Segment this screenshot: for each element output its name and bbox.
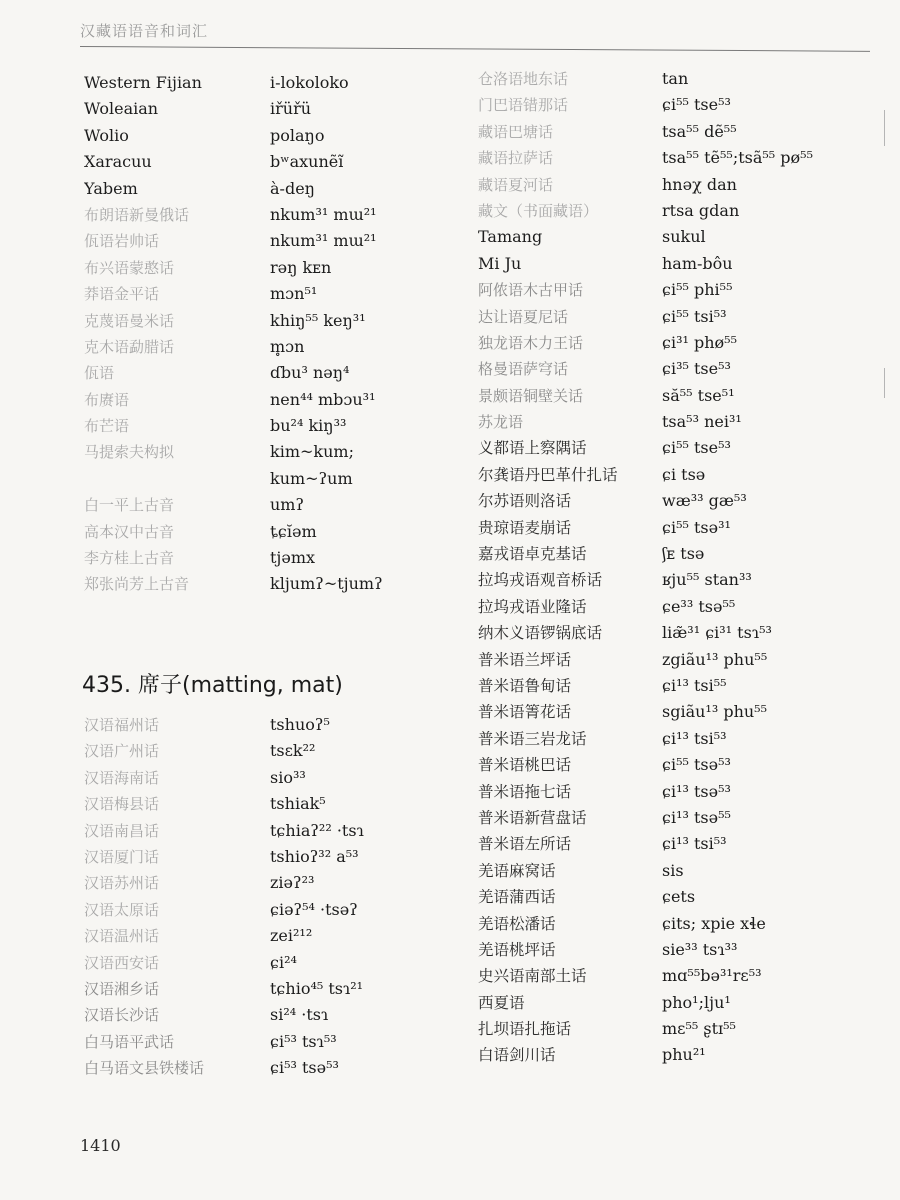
entry-row <box>478 699 888 725</box>
entry-row <box>478 937 888 963</box>
entry-row <box>84 466 474 492</box>
entry-row <box>478 145 888 171</box>
entry-row <box>84 923 474 949</box>
word-form: ɕi⁵⁵ phi⁵⁵ <box>662 280 733 300</box>
word-form: hnəχ dan <box>662 174 737 194</box>
word-form: mɑ⁵⁵bə³¹rɛ⁵³ <box>662 966 762 986</box>
entry-row <box>478 805 888 831</box>
word-form: ɕi¹³ tsə⁵³ <box>662 781 731 801</box>
word-form: ɕi⁵⁵ tse⁵³ <box>662 438 731 458</box>
entry-row <box>84 712 474 738</box>
word-form: pho¹;lju¹ <box>662 992 731 1012</box>
word-form: rtsa gdan <box>662 200 740 220</box>
language-name: Mi Ju <box>478 253 522 273</box>
word-form: ɕi⁵⁵ tsi⁵³ <box>662 306 727 326</box>
language-name: 汉语太原话 <box>84 900 160 919</box>
language-name: 羌语蒲西话 <box>478 888 556 907</box>
word-form: ɕi⁵⁵ tse⁵³ <box>662 95 731 115</box>
word-form: tsɛk²² <box>270 741 316 761</box>
entry-row <box>84 950 474 976</box>
entry-row <box>84 519 474 545</box>
language-name: 高本汉中古音 <box>84 522 175 541</box>
word-form: ɕi³⁵ tse⁵³ <box>662 359 731 379</box>
language-name: 克蔑语曼米话 <box>84 311 175 330</box>
entry-row <box>84 413 474 439</box>
entry-row <box>478 567 888 593</box>
entry-row <box>478 541 888 567</box>
language-name: 汉语长沙话 <box>84 1006 160 1025</box>
running-header: 汉藏语语音和词汇 <box>80 22 209 40</box>
entry-row <box>478 356 888 382</box>
entry-row <box>84 870 474 896</box>
page-number: 1410 <box>80 1136 121 1155</box>
language-name: 布朗语新曼俄话 <box>84 205 190 224</box>
entry-row <box>478 884 888 910</box>
word-form: ɕi²⁴ <box>270 952 297 972</box>
language-name: 扎坝语扎拖话 <box>478 1020 572 1039</box>
language-name: 羌语麻窝话 <box>478 861 556 880</box>
word-form: tɕhio⁴⁵ tsɿ²¹ <box>270 978 364 998</box>
word-form: liæ̃³¹ ɕi³¹ tsɿ⁵³ <box>662 623 772 643</box>
word-form: ham-bôu <box>662 253 733 273</box>
language-name: 独龙语木力王话 <box>478 333 584 352</box>
language-name: 布兴语蒙憨话 <box>84 258 175 277</box>
language-name: 藏语夏河话 <box>478 175 554 194</box>
language-name: 格曼语萨穹话 <box>478 360 569 379</box>
language-name: 布芒语 <box>84 417 130 436</box>
entry-row <box>84 149 474 175</box>
language-name: 佤语 <box>84 364 115 383</box>
entry-row <box>478 383 888 409</box>
word-form: nen⁴⁴ mbɔu³¹ <box>270 389 376 409</box>
language-name: 苏龙语 <box>478 413 524 432</box>
entry-row <box>84 976 474 1002</box>
word-form: ɕi¹³ tsi⁵³ <box>662 728 727 748</box>
word-form: kum~ʔum <box>270 468 353 488</box>
language-name: 莽语金平话 <box>84 285 160 304</box>
word-form: tsa⁵³ nei³¹ <box>662 412 742 432</box>
language-name: 纳木义语锣锅底话 <box>478 624 603 643</box>
entry-row <box>84 334 474 360</box>
entry-row <box>84 123 474 149</box>
word-form: sio³³ <box>270 767 306 787</box>
entry-row <box>84 844 474 870</box>
language-name: 藏语拉萨话 <box>478 149 554 168</box>
language-name: 尔苏语则洛话 <box>478 492 572 511</box>
header-rule <box>80 46 870 52</box>
language-name: 白一平上古音 <box>84 496 175 515</box>
entry-row <box>84 738 474 764</box>
language-name: 西夏语 <box>478 993 525 1012</box>
entry-row <box>84 387 474 413</box>
entry-row <box>84 176 474 202</box>
language-name: 布赓语 <box>84 390 130 409</box>
language-name: 羌语松潘话 <box>478 914 556 933</box>
language-name: 普米语左所话 <box>478 835 572 854</box>
entry-row <box>478 330 888 356</box>
word-form: ʃᴇ tsə <box>662 544 705 564</box>
word-form: sukul <box>662 227 706 247</box>
entry-row <box>478 726 888 752</box>
word-form: tan <box>662 69 689 88</box>
entry-row <box>478 119 888 145</box>
word-form: ɗbu³ nəŋ⁴ <box>270 363 350 383</box>
entry-row <box>478 990 888 1016</box>
language-name: 马提索夫构拟 <box>84 443 175 462</box>
entry-row <box>478 594 888 620</box>
language-name: 普米语拖七话 <box>478 782 572 801</box>
entry-row <box>84 255 474 281</box>
entry-row <box>478 1042 888 1068</box>
entry-row <box>84 545 474 571</box>
language-name: Xaracuu <box>84 152 152 172</box>
entry-row <box>478 251 888 277</box>
language-name: 白马语平武话 <box>84 1032 175 1051</box>
word-form: ɕits; xpie xɬe <box>662 913 766 933</box>
language-name: 汉语湘乡话 <box>84 979 160 998</box>
language-name: 汉语厦门话 <box>84 847 160 866</box>
word-form: phu²¹ <box>662 1045 706 1065</box>
word-form: rəŋ kᴇn <box>270 257 332 277</box>
entry-row <box>84 818 474 844</box>
language-name: 拉坞戎语业隆话 <box>478 597 587 616</box>
entry-row <box>84 308 474 334</box>
word-form: tsa⁵⁵ tẽ⁵⁵;tsã⁵⁵ pø⁵⁵ <box>662 148 814 168</box>
word-form: ɕets <box>662 887 696 907</box>
language-name: 郑张尚芳上古音 <box>84 575 190 594</box>
language-name: 义都语上察隅话 <box>478 439 587 458</box>
entry-row <box>84 897 474 923</box>
word-form: sie³³ tsɿ³³ <box>662 939 738 959</box>
entry-row <box>84 281 474 307</box>
language-name: 普米语箐花话 <box>478 703 572 722</box>
entry-row <box>84 228 474 254</box>
language-name: 藏文（书面藏语） <box>478 201 599 220</box>
entry-row <box>478 66 888 92</box>
word-form: tshuoʔ⁵ <box>270 715 330 734</box>
left-column-entries <box>84 70 474 598</box>
word-form: ɕi¹³ tsi⁵³ <box>662 834 727 854</box>
language-name: 佤语岩帅话 <box>84 232 160 251</box>
word-form: kim~kum; <box>270 442 354 462</box>
entry-row <box>84 571 474 597</box>
word-form: tsa⁵⁵ dẽ⁵⁵ <box>662 121 737 141</box>
entry-row <box>478 409 888 435</box>
entry-row <box>478 620 888 646</box>
entry-row <box>478 911 888 937</box>
entry-row <box>478 462 888 488</box>
word-form: umʔ <box>270 495 305 515</box>
right-column-entries <box>478 66 888 1069</box>
section-title: 席子(matting, mat) <box>137 673 343 698</box>
entry-row <box>478 172 888 198</box>
language-name: Western Fijian <box>84 73 202 92</box>
word-form: tshioʔ³² a⁵³ <box>270 846 359 866</box>
entry-row <box>478 1016 888 1042</box>
word-form: ɕi⁵⁵ tsə³¹ <box>662 517 731 537</box>
word-form: tjəmx <box>270 548 316 568</box>
word-form: mɛ⁵⁵ ʂtɪ⁵⁵ <box>662 1019 736 1039</box>
entry-row <box>478 435 888 461</box>
entry-row <box>84 360 474 386</box>
language-name: 门巴语错那话 <box>478 96 569 115</box>
word-form: ɕe³³ tsə⁵⁵ <box>662 596 736 616</box>
entry-row <box>84 70 474 96</box>
language-name: 汉语南昌话 <box>84 821 160 840</box>
language-name: 史兴语南部土话 <box>478 967 587 986</box>
entry-row <box>478 92 888 118</box>
language-name: 白语剑川话 <box>478 1046 556 1065</box>
entry-row <box>84 202 474 228</box>
entry-row <box>478 831 888 857</box>
left-column-section-entries <box>84 712 474 1081</box>
word-form: ɕi³¹ phø⁵⁵ <box>662 332 737 352</box>
word-form: mɔn⁵¹ <box>270 284 318 304</box>
entry-row <box>84 765 474 791</box>
language-name: 普米语桃巴话 <box>478 756 572 775</box>
word-form: ɕi⁵³ tsə⁵³ <box>270 1058 339 1078</box>
word-form: kljumʔ~tjumʔ <box>270 574 383 594</box>
word-form: wæ³³ gæ⁵³ <box>662 491 747 511</box>
entry-row <box>478 963 888 989</box>
word-form: ɕi⁵⁵ tsə⁵³ <box>662 755 731 775</box>
language-name: Tamang <box>478 227 543 247</box>
language-name: Yabem <box>84 178 138 198</box>
language-name: 景颇语铜壁关话 <box>478 386 584 405</box>
language-name: 汉语海南话 <box>84 768 160 787</box>
entry-row <box>84 492 474 518</box>
section-heading <box>82 668 343 699</box>
language-name: 达让语夏尼话 <box>478 307 569 326</box>
language-name: 克木语勐腊话 <box>84 337 175 356</box>
word-form: bu²⁴ kiŋ³³ <box>270 416 347 436</box>
entry-row <box>478 647 888 673</box>
entry-row <box>84 1002 474 1028</box>
language-name: 阿侬语木古甲话 <box>478 281 584 300</box>
entry-row <box>84 96 474 122</box>
language-name: 普米语三岩龙话 <box>478 729 587 748</box>
word-form: zgiãu¹³ phu⁵⁵ <box>662 649 768 669</box>
entry-row <box>478 277 888 303</box>
entry-row <box>478 304 888 330</box>
word-form: ziəʔ²³ <box>270 873 315 893</box>
language-name: 普米语新营盘话 <box>478 808 587 827</box>
entry-row <box>478 858 888 884</box>
language-name: Woleaian <box>84 99 159 119</box>
language-name: 汉语福州话 <box>84 716 160 734</box>
language-name: 汉语梅县话 <box>84 795 160 814</box>
language-name: 羌语桃坪话 <box>478 940 556 959</box>
language-name: 仓洛语地东话 <box>478 70 569 88</box>
word-form: tshiak⁵ <box>270 794 326 814</box>
word-form: sgiãu¹³ phu⁵⁵ <box>662 702 768 722</box>
entry-row <box>478 779 888 805</box>
word-form: ɕi¹³ tsə⁵⁵ <box>662 807 731 827</box>
entry-row <box>478 488 888 514</box>
language-name: 汉语温州话 <box>84 927 160 946</box>
word-form: iřüřü <box>270 99 312 119</box>
language-name: 汉语广州话 <box>84 742 160 761</box>
word-form: ɕi tsə <box>662 464 706 484</box>
word-form: ʁju⁵⁵ stan³³ <box>662 570 752 590</box>
word-form: i-lokoloko <box>270 73 349 92</box>
language-name: 藏语巴塘话 <box>478 122 554 141</box>
entry-row <box>84 1029 474 1055</box>
entry-row <box>84 439 474 465</box>
word-form: tɕhiaʔ²² ·tsɿ <box>270 820 364 840</box>
entry-row <box>478 515 888 541</box>
entry-row <box>478 224 888 250</box>
word-form: m̥ɔn <box>270 336 305 356</box>
word-form: ɕiəʔ⁵⁴ ·tsəʔ <box>270 899 358 919</box>
word-form: khiŋ⁵⁵ keŋ³¹ <box>270 310 366 330</box>
word-form: ɕi⁵³ tsɿ⁵³ <box>270 1031 337 1051</box>
language-name: 尔龚语丹巴革什扎话 <box>478 465 618 484</box>
entry-row <box>84 1055 474 1081</box>
word-form: polaŋo <box>270 125 325 145</box>
language-name: 白马语文县铁楼话 <box>84 1059 205 1078</box>
language-name: 普米语兰坪话 <box>478 650 572 669</box>
entry-row <box>478 752 888 778</box>
word-form: nkum³¹ mɯ²¹ <box>270 231 377 251</box>
language-name: 普米语鲁甸话 <box>478 676 572 695</box>
word-form: bʷaxunẽĩ <box>270 152 344 172</box>
language-name: 拉坞戎语观音桥话 <box>478 571 603 590</box>
word-form: zei²¹² <box>270 926 313 946</box>
entry-row <box>478 198 888 224</box>
entry-row <box>84 791 474 817</box>
language-name: 李方桂上古音 <box>84 549 175 568</box>
word-form: nkum³¹ mɯ²¹ <box>270 204 377 224</box>
word-form: sis <box>662 860 684 880</box>
word-form: ȶɕĭəm <box>270 521 317 541</box>
word-form: să⁵⁵ tse⁵¹ <box>662 385 735 405</box>
entry-row <box>478 673 888 699</box>
language-name: 嘉戎语卓克基话 <box>478 545 587 564</box>
language-name: 贵琼语麦崩话 <box>478 518 572 537</box>
word-form: si²⁴ ·tsɿ <box>270 1005 329 1025</box>
language-name: 汉语苏州话 <box>84 874 160 893</box>
language-name: Wolio <box>84 125 129 145</box>
word-form: à-deŋ <box>270 178 315 198</box>
section-number: 435. <box>82 673 131 698</box>
language-name: 汉语西安话 <box>84 953 160 972</box>
word-form: ɕi¹³ tsi⁵⁵ <box>662 675 727 695</box>
